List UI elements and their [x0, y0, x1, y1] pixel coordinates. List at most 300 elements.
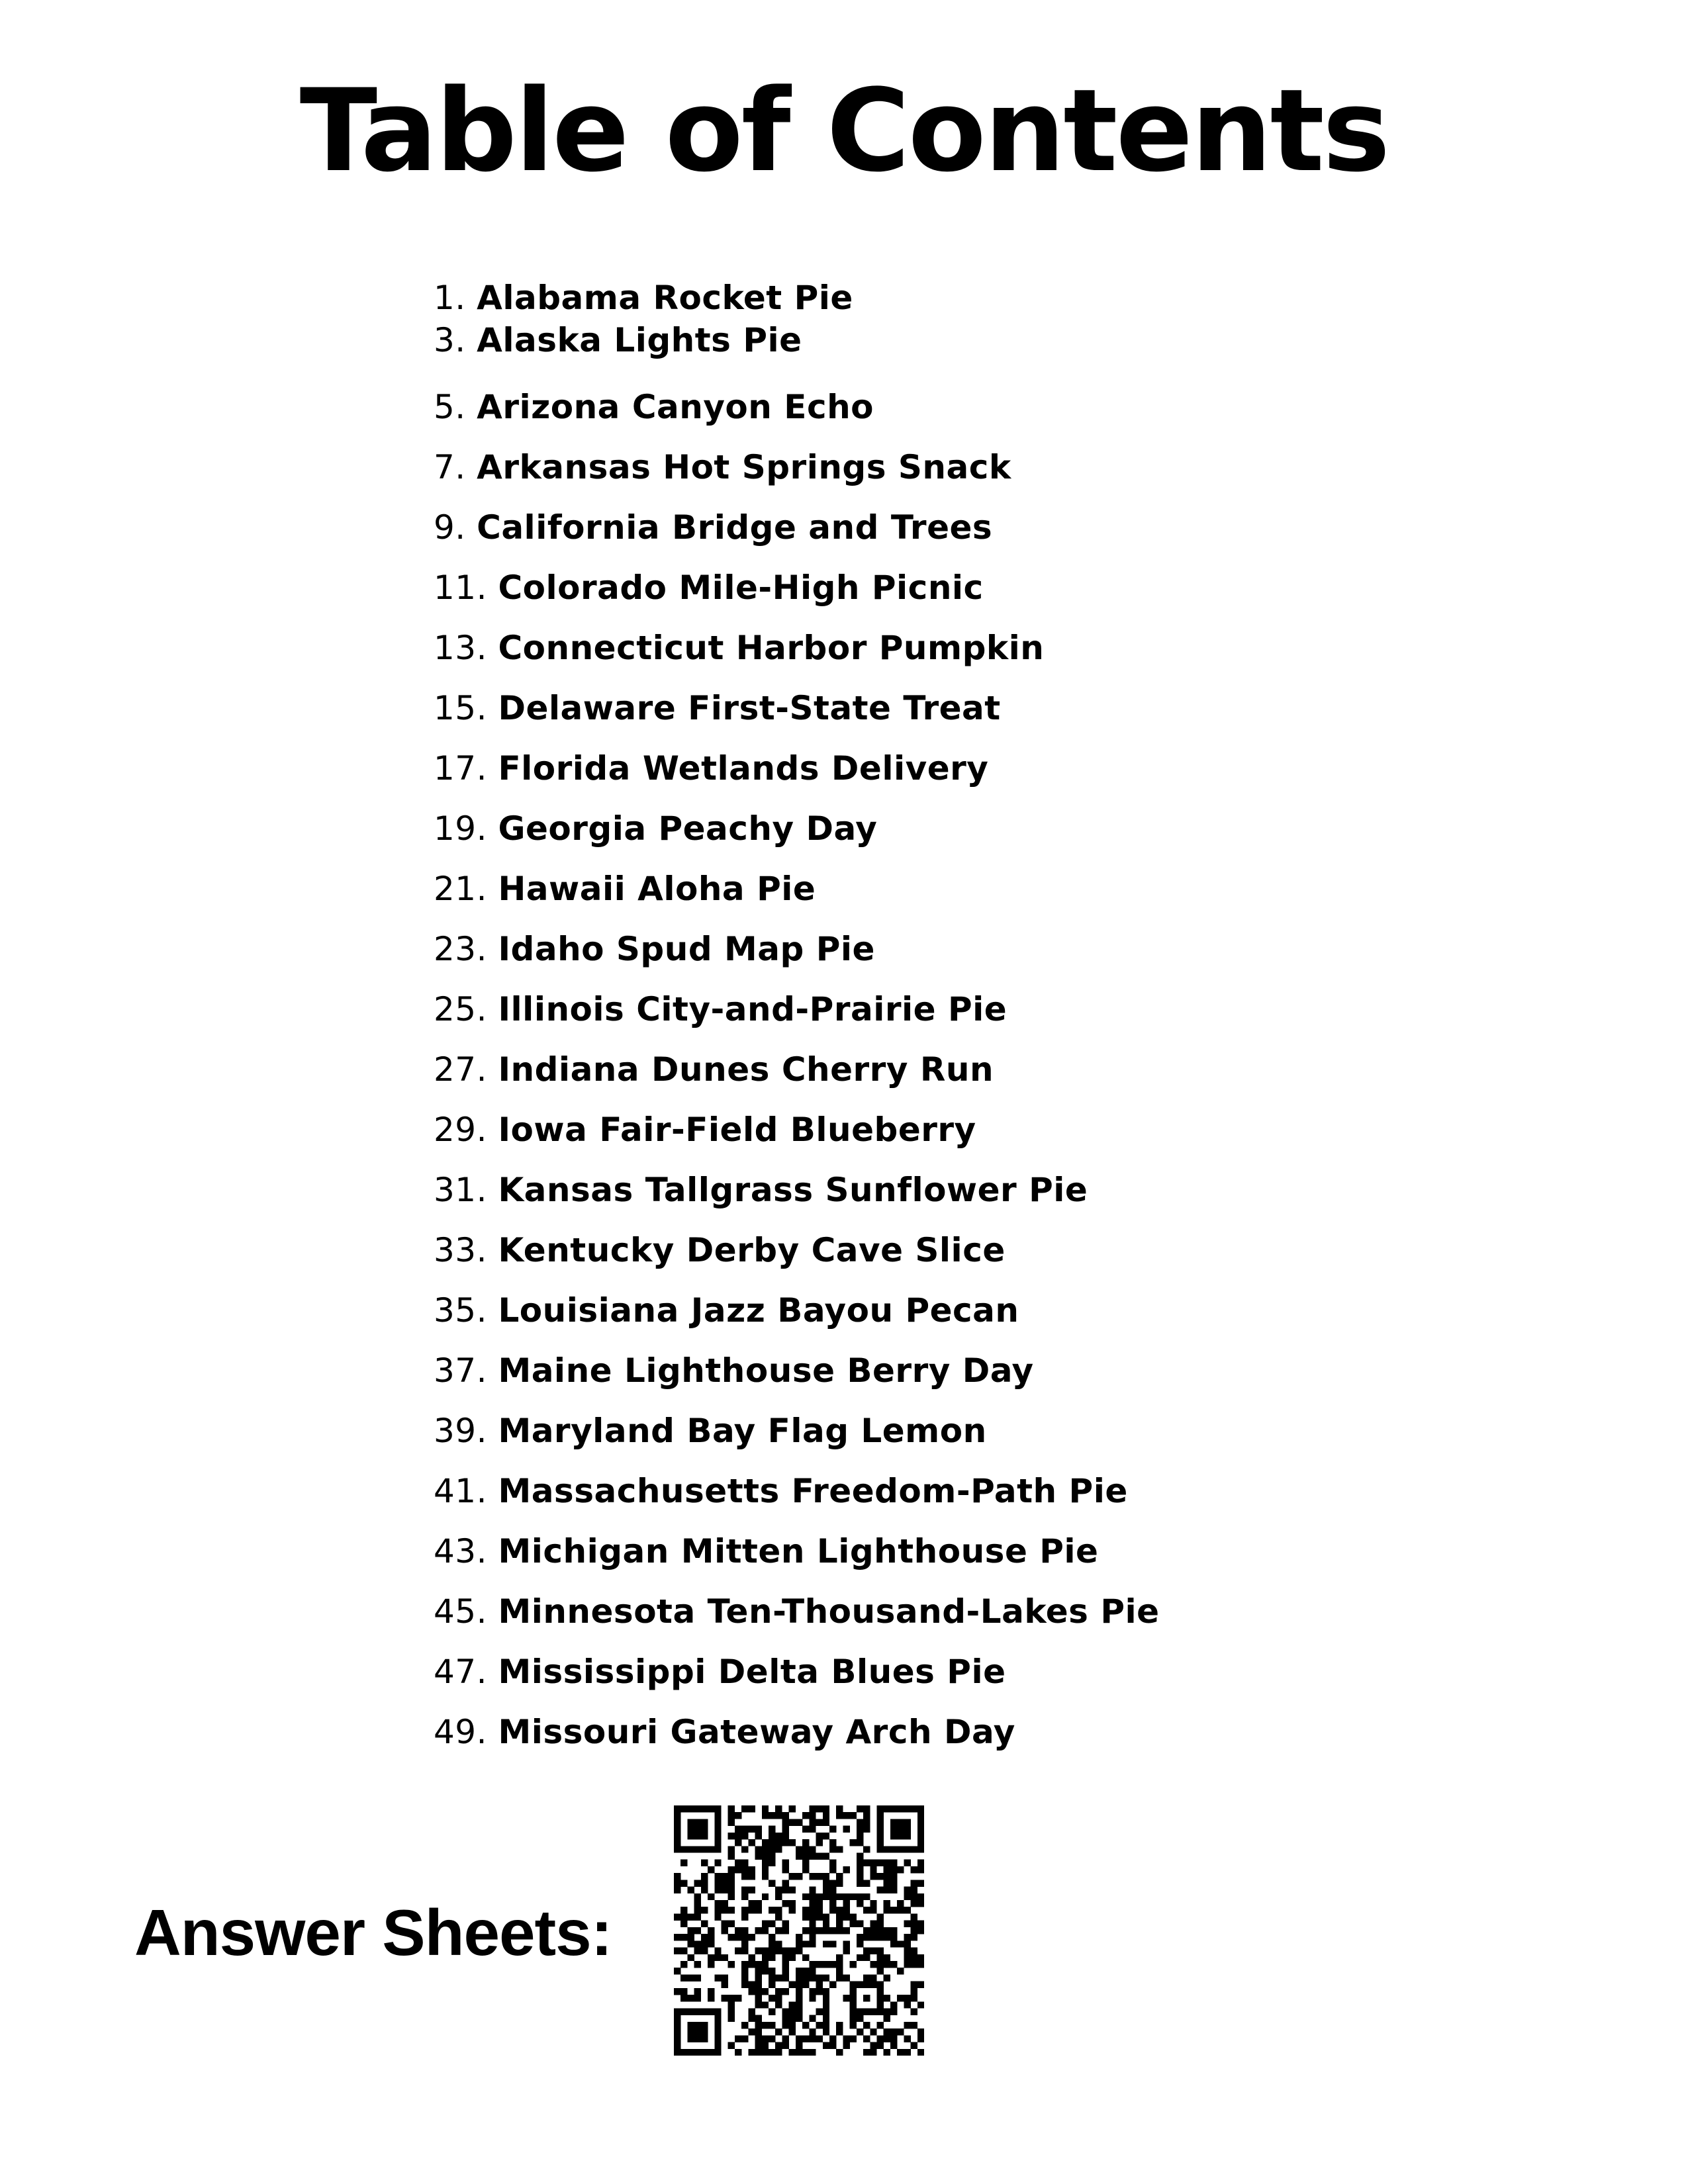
qr-module	[701, 1833, 708, 1839]
toc-item	[434, 1341, 1160, 1401]
qr-module	[701, 2028, 708, 2035]
qr-module	[687, 2035, 694, 2042]
qr-module	[809, 1995, 816, 2001]
qr-module	[904, 1860, 910, 1866]
qr-module	[836, 1805, 843, 1812]
qr-module	[796, 1974, 802, 1981]
qr-module	[728, 1907, 735, 1913]
qr-module	[829, 2035, 836, 2042]
qr-module	[796, 2015, 802, 2022]
qr-module	[701, 1826, 708, 1833]
qr-module	[850, 1893, 857, 1900]
qr-module	[816, 1833, 823, 1839]
qr-module	[917, 2049, 924, 2056]
qr-module	[802, 1826, 809, 1833]
qr-module	[884, 2049, 890, 2056]
qr-module	[843, 1826, 849, 1833]
qr-module	[876, 1913, 883, 1920]
qr-module	[714, 1974, 721, 1981]
qr-module	[823, 2042, 829, 2049]
qr-module	[870, 1866, 876, 1873]
toc-item	[434, 1220, 1160, 1281]
qr-module	[802, 1968, 809, 1974]
qr-module	[694, 1893, 701, 1900]
qr-module	[775, 1913, 782, 1920]
qr-module	[680, 1880, 687, 1886]
qr-module	[687, 1846, 694, 1852]
qr-module	[701, 1907, 708, 1913]
qr-module	[782, 1954, 788, 1961]
qr-module	[741, 1961, 748, 1968]
qr-module	[680, 1974, 687, 1981]
qr-module	[897, 1866, 904, 1873]
qr-module	[789, 1805, 796, 1812]
qr-module	[748, 2008, 755, 2015]
qr-module	[789, 1873, 796, 1880]
qr-module	[762, 1873, 769, 1880]
qr-module	[714, 1812, 721, 1819]
qr-module	[782, 2022, 788, 2028]
qr-module	[708, 1954, 714, 1961]
qr-module	[694, 1948, 701, 1954]
qr-module	[674, 1805, 680, 1812]
qr-code-graphic	[674, 1805, 924, 2056]
qr-module	[722, 1927, 728, 1934]
qr-module	[863, 1846, 870, 1852]
qr-module	[694, 1826, 701, 1833]
qr-module	[701, 2008, 708, 2015]
qr-module	[823, 2008, 829, 2015]
qr-module	[694, 2022, 701, 2028]
qr-module	[911, 1900, 917, 1907]
qr-module	[836, 1927, 843, 1934]
qr-module	[769, 1826, 775, 1833]
qr-module	[823, 1819, 829, 1825]
qr-module	[911, 1913, 917, 1920]
qr-module	[755, 1961, 762, 1968]
qr-module	[748, 1805, 755, 1812]
qr-module	[782, 1839, 788, 1846]
qr-module	[674, 1833, 680, 1839]
qr-module	[782, 1968, 788, 1974]
qr-module	[796, 1968, 802, 1974]
qr-module	[829, 1860, 836, 1866]
qr-module	[687, 1954, 694, 1961]
qr-module	[694, 1995, 701, 2001]
qr-module	[755, 2022, 762, 2028]
qr-module	[741, 1913, 748, 1920]
qr-module	[857, 2015, 863, 2022]
qr-module	[714, 1954, 721, 1961]
qr-module	[741, 1833, 748, 1839]
qr-module	[823, 1940, 829, 1947]
qr-module	[769, 1853, 775, 1860]
qr-module	[775, 1940, 782, 1947]
qr-module	[674, 1913, 680, 1920]
qr-module	[890, 1887, 897, 1893]
qr-module	[762, 2049, 769, 2056]
answer-sheets-label: Answer Sheets:	[134, 1896, 612, 1969]
qr-module	[714, 1846, 721, 1852]
qr-module	[904, 1893, 910, 1900]
qr-module	[870, 1921, 876, 1927]
qr-module	[694, 1907, 701, 1913]
qr-module	[904, 1887, 910, 1893]
qr-module	[823, 1853, 829, 1860]
qr-module	[775, 2001, 782, 2008]
toc-item-number: 13.	[434, 629, 488, 667]
qr-module	[863, 2008, 870, 2015]
qr-module	[680, 1805, 687, 1812]
qr-module	[857, 1805, 863, 1812]
qr-module	[823, 1961, 829, 1968]
qr-module	[789, 2015, 796, 2022]
qr-module	[701, 1880, 708, 1886]
qr-module	[816, 1981, 823, 1988]
toc-item-number: 37.	[434, 1351, 488, 1390]
qr-module	[843, 1893, 849, 1900]
qr-module	[850, 1995, 857, 2001]
qr-module	[911, 1880, 917, 1886]
qr-module	[782, 1833, 788, 1839]
qr-module	[735, 1934, 741, 1940]
qr-module	[741, 2035, 748, 2042]
qr-module	[809, 1934, 816, 1940]
qr-module	[769, 1940, 775, 1947]
qr-module	[917, 1805, 924, 1812]
qr-module	[863, 1860, 870, 1866]
qr-module	[755, 2035, 762, 2042]
toc-item	[434, 799, 1160, 859]
qr-module	[884, 1805, 890, 1812]
toc-item	[434, 1281, 1160, 1341]
qr-module	[857, 1921, 863, 1927]
qr-module	[897, 1805, 904, 1812]
toc-item-number: 33.	[434, 1231, 488, 1269]
qr-module	[755, 1846, 762, 1852]
qr-module	[735, 2049, 741, 2056]
qr-module	[816, 1913, 823, 1920]
qr-module	[890, 2028, 897, 2035]
qr-module	[762, 1968, 769, 1974]
qr-module	[728, 1887, 735, 1893]
qr-module	[694, 1880, 701, 1886]
qr-module	[823, 1913, 829, 1920]
qr-module	[816, 1893, 823, 1900]
qr-module	[829, 1893, 836, 1900]
qr-module	[735, 1866, 741, 1873]
toc-item-title: Connecticut Harbor Pumpkin	[498, 629, 1045, 667]
qr-module	[890, 1940, 897, 1947]
qr-module	[809, 1913, 816, 1920]
qr-module	[876, 2001, 883, 2008]
qr-module	[911, 1893, 917, 1900]
qr-module	[782, 1927, 788, 1934]
qr-module	[728, 1921, 735, 1927]
qr-module	[890, 1860, 897, 1866]
qr-module	[884, 1907, 890, 1913]
qr-module	[796, 1995, 802, 2001]
toc-item	[434, 1642, 1160, 1702]
qr-module	[701, 1940, 708, 1947]
qr-module	[917, 1866, 924, 1873]
qr-module	[680, 1961, 687, 1968]
qr-module	[890, 1826, 897, 1833]
qr-module	[674, 1839, 680, 1846]
qr-module	[876, 1833, 883, 1839]
toc-item-number: 11.	[434, 569, 488, 607]
qr-module	[809, 1846, 816, 1852]
qr-module	[863, 1893, 870, 1900]
qr-module	[694, 2035, 701, 2042]
qr-module	[748, 1887, 755, 1893]
qr-module	[857, 1934, 863, 1940]
qr-module	[694, 1927, 701, 1934]
qr-module	[917, 1812, 924, 1819]
qr-module	[802, 1893, 809, 1900]
qr-module	[850, 2008, 857, 2015]
qr-module	[884, 1900, 890, 1907]
toc-item	[434, 1040, 1160, 1100]
qr-module	[755, 1826, 762, 1833]
qr-module	[890, 1805, 897, 1812]
qr-module	[735, 1948, 741, 1954]
qr-module	[694, 2028, 701, 2035]
qr-module	[809, 1819, 816, 1825]
qr-module	[748, 1954, 755, 1961]
qr-module	[809, 1961, 816, 1968]
qr-module	[816, 2022, 823, 2028]
qr-module	[755, 2015, 762, 2022]
qr-module	[755, 1833, 762, 1839]
qr-module	[890, 2008, 897, 2015]
qr-module	[694, 1900, 701, 1907]
qr-module	[897, 1907, 904, 1913]
qr-module	[890, 2001, 897, 2008]
qr-module	[762, 1805, 769, 1812]
qr-module	[890, 1934, 897, 1940]
qr-module	[762, 1893, 769, 1900]
qr-module	[917, 1927, 924, 1934]
qr-module	[802, 1954, 809, 1961]
qr-module	[836, 1961, 843, 1968]
toc-item-title: Kentucky Derby Cave Slice	[498, 1231, 1006, 1269]
qr-module	[809, 1900, 816, 1907]
qr-module	[870, 1873, 876, 1880]
qr-module	[755, 1927, 762, 1934]
qr-module	[789, 2008, 796, 2015]
qr-module	[850, 2035, 857, 2042]
qr-module	[917, 1880, 924, 1886]
toc-item-title: Idaho Spud Map Pie	[498, 930, 875, 968]
qr-module	[863, 1927, 870, 1934]
qr-module	[674, 1968, 680, 1974]
qr-module	[701, 1948, 708, 1954]
qr-module	[829, 1880, 836, 1886]
qr-module	[769, 1974, 775, 1981]
qr-module	[843, 1995, 849, 2001]
qr-module	[904, 1921, 910, 1927]
qr-module	[694, 1819, 701, 1825]
qr-module	[775, 1948, 782, 1954]
qr-module	[829, 2042, 836, 2049]
qr-module	[701, 1921, 708, 1927]
qr-module	[823, 1974, 829, 1981]
qr-module	[722, 1900, 728, 1907]
toc-item	[434, 859, 1160, 919]
toc-item	[434, 1702, 1160, 1762]
qr-module	[911, 1927, 917, 1934]
qr-module	[917, 2028, 924, 2035]
qr-module	[701, 1846, 708, 1852]
qr-module	[762, 1954, 769, 1961]
qr-module	[714, 2049, 721, 2056]
qr-module	[701, 1873, 708, 1880]
qr-module	[857, 1853, 863, 1860]
qr-module	[769, 1812, 775, 1819]
qr-module	[775, 2028, 782, 2035]
qr-module	[876, 1927, 883, 1934]
qr-module	[863, 1805, 870, 1812]
toc-item	[434, 1522, 1160, 1582]
qr-module	[741, 2022, 748, 2028]
toc-item-number: 43.	[434, 1532, 488, 1570]
qr-module	[755, 2001, 762, 2008]
qr-module	[782, 1948, 788, 1954]
qr-module	[714, 2035, 721, 2042]
qr-module	[722, 1995, 728, 2001]
qr-module	[897, 1826, 904, 1833]
qr-module	[850, 1981, 857, 1988]
qr-module	[876, 1995, 883, 2001]
qr-module	[755, 1853, 762, 1860]
qr-module	[674, 1934, 680, 1940]
qr-module	[722, 1974, 728, 1981]
qr-module	[917, 1954, 924, 1961]
qr-module	[701, 2022, 708, 2028]
qr-module	[884, 1866, 890, 1873]
qr-module	[708, 1893, 714, 1900]
qr-module	[775, 1805, 782, 1812]
qr-module	[789, 2028, 796, 2035]
qr-module	[904, 1995, 910, 2001]
qr-module	[809, 1974, 816, 1981]
qr-module	[857, 1880, 863, 1886]
qr-module	[775, 1812, 782, 1819]
qr-module	[809, 1940, 816, 1947]
qr-module	[876, 2022, 883, 2028]
qr-module	[802, 1907, 809, 1913]
qr-module	[748, 2015, 755, 2022]
qr-module	[728, 1812, 735, 1819]
qr-module	[769, 1860, 775, 1866]
qr-module	[762, 1839, 769, 1846]
qr-module	[843, 1812, 849, 1819]
qr-module	[714, 2028, 721, 2035]
qr-module	[680, 1846, 687, 1852]
qr-module	[857, 1893, 863, 1900]
qr-module	[714, 1833, 721, 1839]
qr-module	[775, 1839, 782, 1846]
qr-module	[728, 1866, 735, 1873]
qr-module	[741, 1981, 748, 1988]
qr-module	[687, 1934, 694, 1940]
qr-module	[708, 1846, 714, 1852]
qr-module	[722, 1887, 728, 1893]
qr-module	[850, 1812, 857, 1819]
qr-module	[884, 1954, 890, 1961]
qr-module	[823, 1995, 829, 2001]
qr-module	[748, 1934, 755, 1940]
qr-module	[694, 2008, 701, 2015]
qr-module	[857, 1826, 863, 1833]
toc-item-title: Alaska Lights Pie	[477, 321, 802, 359]
qr-module	[796, 1846, 802, 1852]
qr-module	[876, 1968, 883, 1974]
qr-module	[741, 1826, 748, 1833]
qr-module	[876, 1846, 883, 1852]
qr-module	[863, 1948, 870, 1954]
qr-module	[728, 1819, 735, 1825]
qr-module	[762, 1866, 769, 1873]
qr-module	[904, 2022, 910, 2028]
qr-module	[857, 2028, 863, 2035]
qr-module	[694, 1940, 701, 1947]
qr-module	[762, 1921, 769, 1927]
qr-module	[876, 1921, 883, 1927]
qr-module	[884, 1995, 890, 2001]
qr-module	[870, 1860, 876, 1866]
qr-module	[775, 1974, 782, 1981]
qr-module	[870, 1948, 876, 1954]
qr-module	[789, 1981, 796, 1988]
qr-module	[789, 1887, 796, 1893]
qr-module	[782, 1921, 788, 1927]
qr-module	[789, 2022, 796, 2028]
qr-module	[843, 1913, 849, 1920]
qr-module	[714, 1887, 721, 1893]
qr-module	[816, 1961, 823, 1968]
qr-module	[904, 1961, 910, 1968]
qr-module	[870, 1934, 876, 1940]
qr-module	[680, 1948, 687, 1954]
qr-code-icon[interactable]	[674, 1805, 924, 2056]
qr-module	[762, 1812, 769, 1819]
qr-module	[823, 1988, 829, 1995]
qr-module	[762, 1853, 769, 1860]
qr-module	[884, 1974, 890, 1981]
qr-module	[816, 1974, 823, 1981]
qr-module	[722, 1981, 728, 1988]
qr-module	[897, 1995, 904, 2001]
qr-module	[674, 1887, 680, 1893]
qr-module	[748, 1900, 755, 1907]
qr-module	[735, 1927, 741, 1934]
qr-module	[802, 1860, 809, 1866]
qr-module	[708, 1988, 714, 1995]
qr-module	[680, 2008, 687, 2015]
qr-module	[694, 1974, 701, 1981]
qr-module	[917, 1819, 924, 1825]
qr-module	[843, 1900, 849, 1907]
qr-module	[769, 1995, 775, 2001]
qr-module	[789, 2001, 796, 2008]
qr-module	[890, 1961, 897, 1968]
qr-module	[769, 1981, 775, 1988]
qr-module	[917, 1833, 924, 1839]
qr-module	[890, 1833, 897, 1839]
toc-item-title: Arizona Canyon Echo	[477, 388, 874, 426]
